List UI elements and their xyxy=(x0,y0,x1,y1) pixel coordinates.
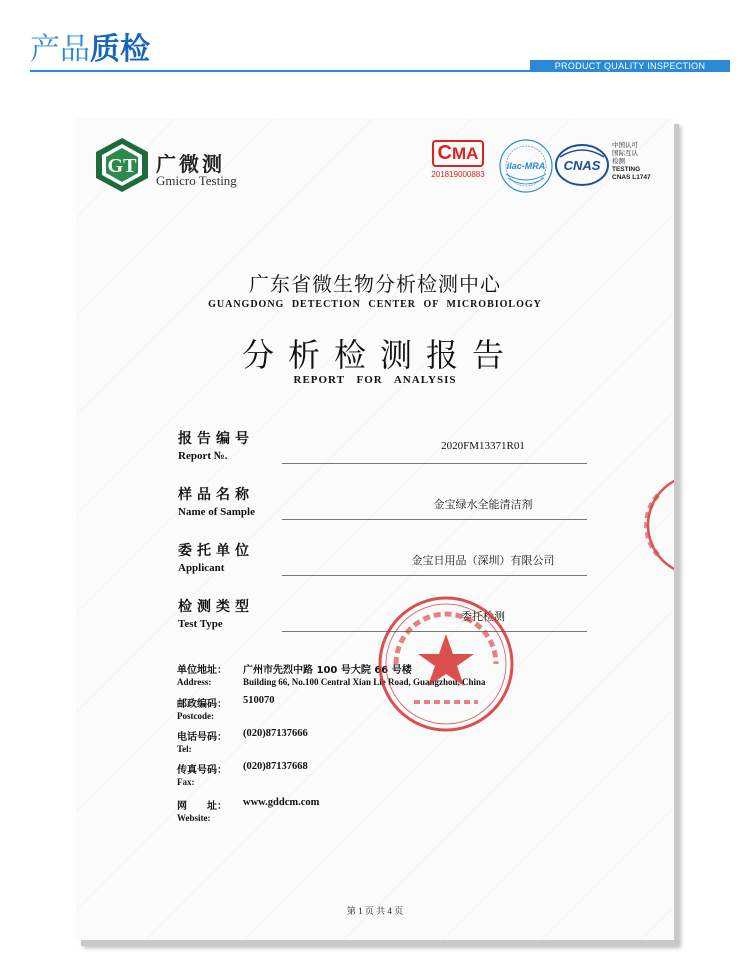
address-en-value: Building 66, No.100 Central Xian Lie Road, Guangzhou, China xyxy=(243,677,486,687)
field-applicant xyxy=(178,540,598,596)
tel-label: 电话号码： xyxy=(177,732,227,743)
fax-en-label: Fax: xyxy=(177,777,195,787)
fax-label: 传真号码： xyxy=(177,765,227,776)
cma-mark: CMA 201819000883 xyxy=(428,140,488,179)
org-name-cn: 广东省微生物分析检测中心 xyxy=(249,272,501,296)
field-label-en: Applicant xyxy=(178,562,225,574)
postcode-value: 510070 xyxy=(243,695,275,706)
report-document xyxy=(76,118,674,940)
report-title-cn: 分析检测报告 xyxy=(241,336,518,374)
field-underline xyxy=(282,575,587,576)
field-label-cn: 委托单位 xyxy=(178,543,254,559)
cnas-info-line: 中国认可 xyxy=(612,142,638,149)
logo-name-en: Gmicro Testing xyxy=(156,173,237,188)
ilac-mra-icon xyxy=(498,138,554,194)
page-title xyxy=(30,30,150,70)
field-value: 委托检测 xyxy=(461,610,505,623)
field-value: 金宝日用品（深圳）有限公司 xyxy=(411,554,555,567)
tel-en-label: Tel: xyxy=(177,744,192,754)
report-title-en: REPORT FOR ANALYSIS xyxy=(293,374,457,386)
org-name-en: GUANGDONG DETECTION CENTER OF MICROBIOLOGY xyxy=(208,299,542,310)
field-underline xyxy=(282,463,587,464)
postcode-label: 邮政编码： xyxy=(177,699,227,710)
header-strip-text: PRODUCT QUALITY INSPECTION xyxy=(554,61,706,71)
edge-seal-icon xyxy=(638,470,674,580)
field-label-cn: 样品名称 xyxy=(178,487,254,503)
address-label: 单位地址： xyxy=(177,665,227,676)
cnas-text: CNAS xyxy=(563,158,601,173)
ilac-text: ilac-MRA xyxy=(506,161,546,171)
cma-text: MA xyxy=(452,144,479,163)
logo-name-cn: 广微测 xyxy=(156,152,225,176)
page-title-bold: 质检 xyxy=(90,32,150,67)
field-sample-name xyxy=(178,484,598,540)
logo-emblem-text: GT xyxy=(107,155,137,177)
field-value: 金宝绿水全能清洁剂 xyxy=(433,498,533,511)
gt-logo-icon xyxy=(94,136,150,194)
cnas-info-line: CNAS L1747 xyxy=(612,174,651,181)
field-value: 2020FM13371R01 xyxy=(441,440,525,452)
address-value: 广州市先烈中路 100 号大院 66 号楼 xyxy=(243,665,412,676)
field-report-no xyxy=(178,428,598,484)
cnas-icon xyxy=(554,143,610,187)
field-label-en: Test Type xyxy=(178,618,223,630)
website-value: www.gddcm.com xyxy=(243,797,320,808)
cnas-info-line: 国际互认 xyxy=(612,150,638,157)
cnas-info-line: 检测 xyxy=(612,158,625,165)
website-label: 网 址： xyxy=(177,801,227,812)
cnas-info-line: TESTING xyxy=(612,166,641,173)
field-label-en: Report №. xyxy=(178,450,228,462)
cma-number: 201819000883 xyxy=(431,170,485,179)
fax-value: (020)87137668 xyxy=(243,761,308,772)
page-footer: 第 1 页 共 4 页 xyxy=(346,906,404,916)
tel-value: (020)87137666 xyxy=(243,728,308,739)
field-label-cn: 检测类型 xyxy=(178,599,254,615)
field-label-cn: 报告编号 xyxy=(178,431,254,447)
address-en-label: Address: xyxy=(177,677,212,687)
website-en-label: Website: xyxy=(177,813,211,823)
field-underline xyxy=(282,519,587,520)
official-seal-icon xyxy=(376,594,516,734)
header-strip xyxy=(530,60,730,72)
field-label-en: Name of Sample xyxy=(178,506,255,518)
postcode-en-label: Postcode: xyxy=(177,711,214,721)
page-title-light: 产品 xyxy=(30,32,90,67)
cnas-info xyxy=(612,142,651,182)
